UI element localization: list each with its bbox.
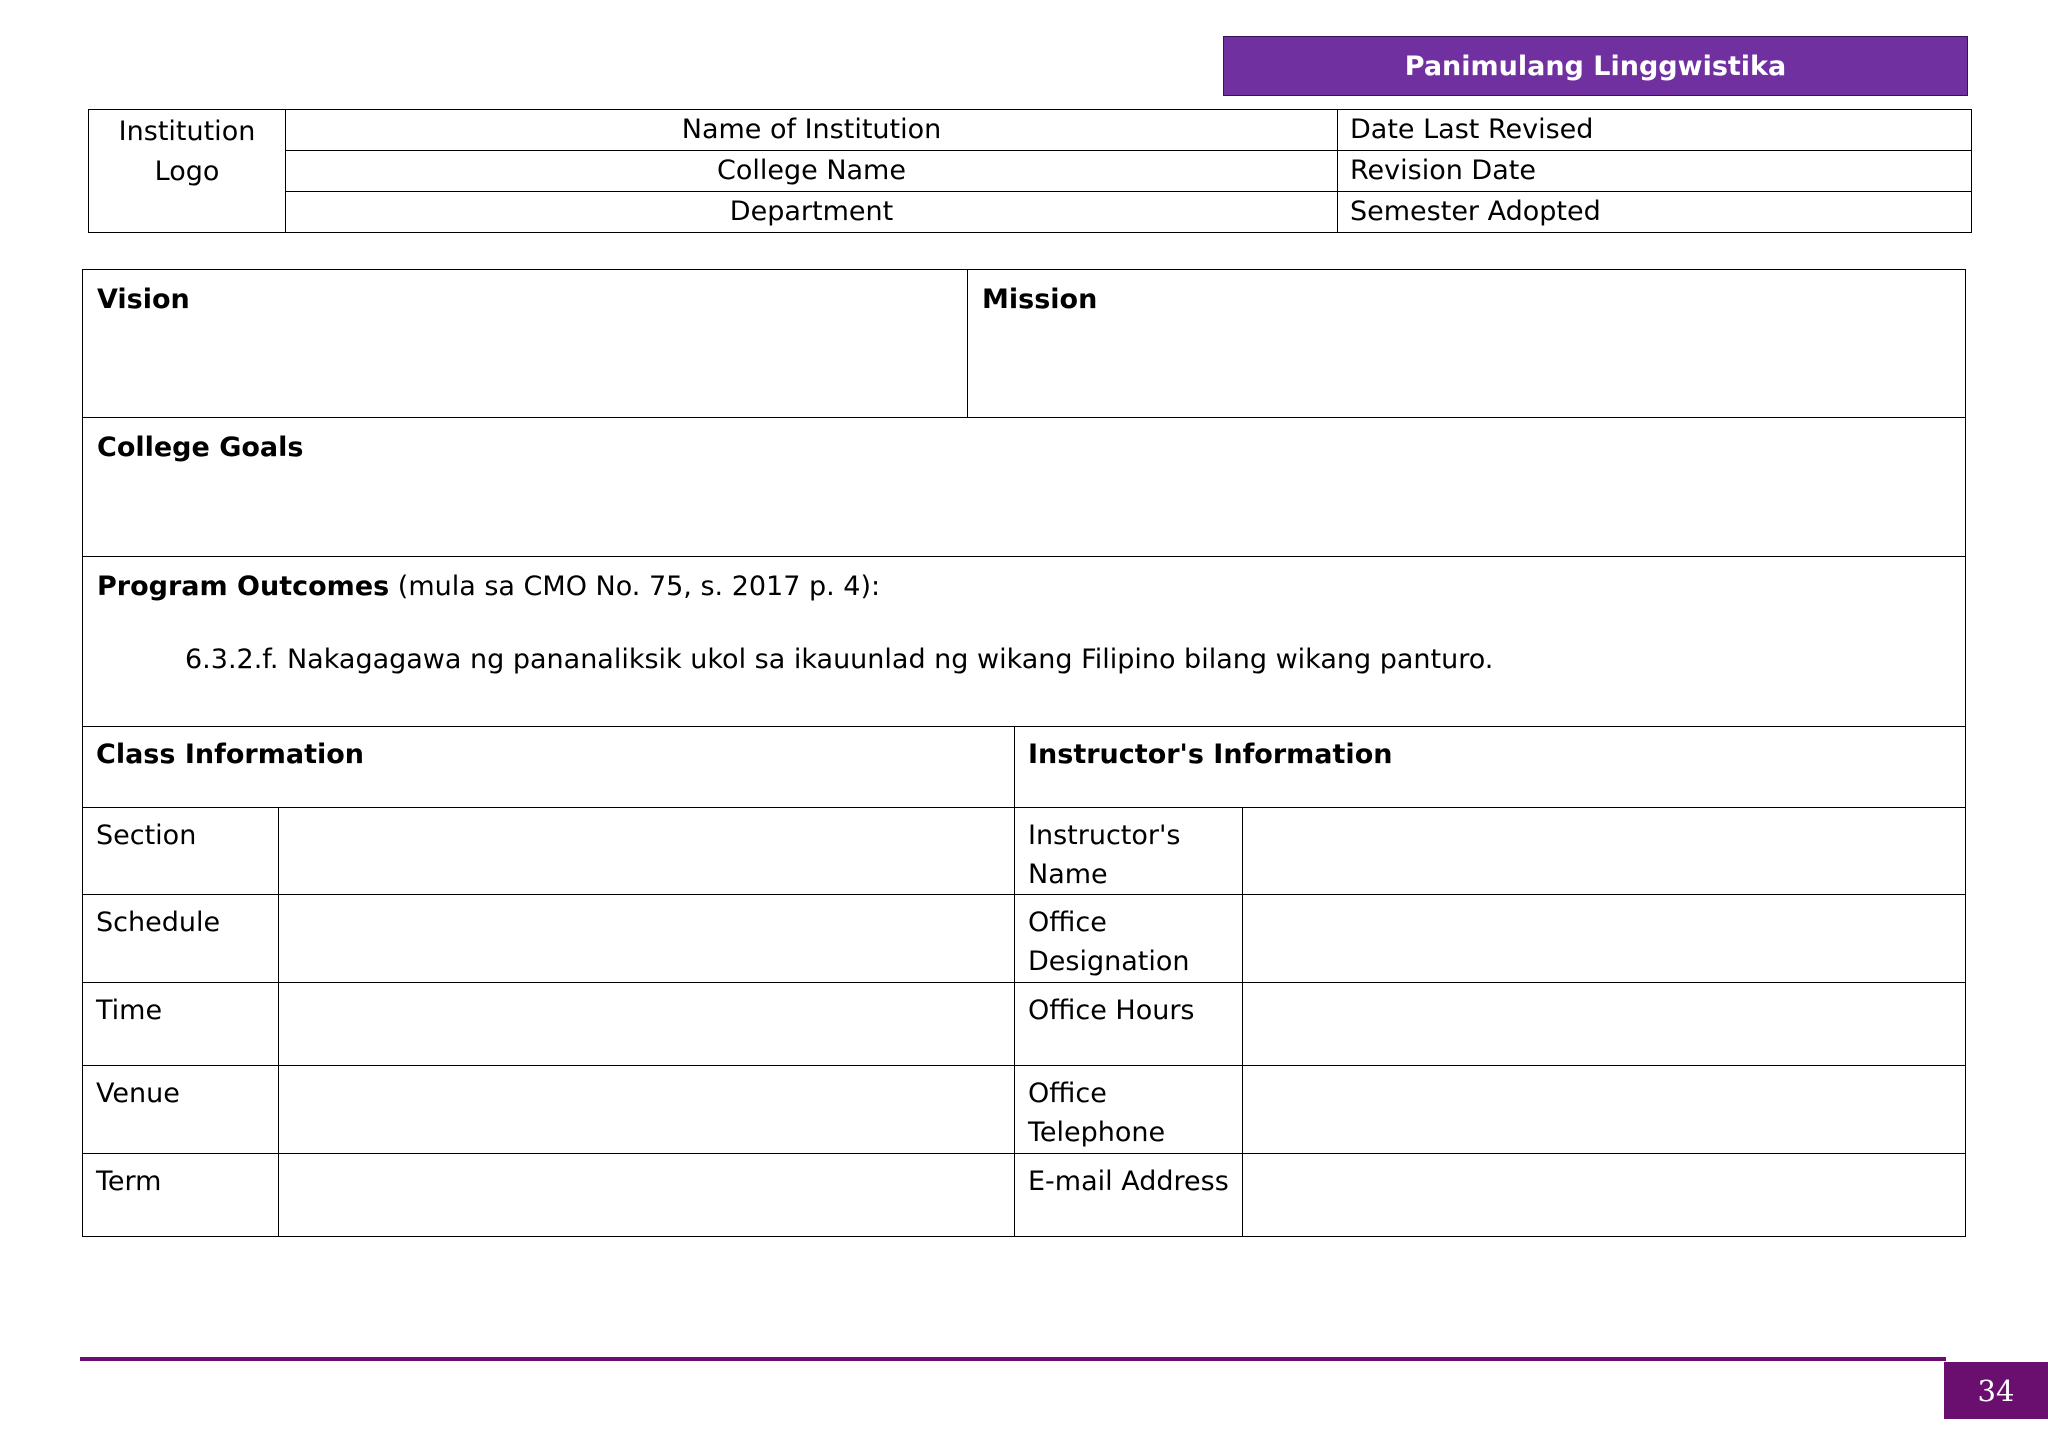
office-hours-value-field[interactable]	[1243, 983, 1966, 1066]
schedule-value-field[interactable]	[279, 895, 1015, 983]
department-cell: Department	[286, 192, 1338, 233]
class-instructor-info-table	[82, 726, 1966, 1237]
institution-name-cell: Name of Institution	[286, 110, 1338, 151]
email-address-label: E-mail Address	[1015, 1154, 1243, 1237]
page-number: 34	[1977, 1373, 2015, 1408]
semester-adopted-cell: Semester Adopted	[1338, 192, 1972, 233]
college-name-cell: College Name	[286, 151, 1338, 192]
mission-heading: Mission	[982, 284, 1098, 315]
vision-cell	[83, 270, 968, 418]
college-goals-heading: College Goals	[97, 432, 304, 463]
term-label: Term	[83, 1154, 279, 1237]
institution-header-table	[88, 109, 1972, 233]
instructor-information-heading: Instructor's Information	[1015, 727, 1966, 808]
vision-mission-table	[82, 269, 1966, 727]
page-number-box	[1944, 1362, 2048, 1419]
term-value-field[interactable]	[279, 1154, 1015, 1237]
class-information-heading: Class Information	[83, 727, 1015, 808]
program-outcomes-source: (mula sa CMO No. 75, s. 2017 p. 4):	[389, 571, 881, 602]
program-outcomes-heading: Program Outcomes	[97, 571, 390, 602]
program-outcome-item: 6.3.2.f. Nakagagawa ng pananaliksik ukol sa ikauunlad ng wikang Filipino bilang wikang panturo.	[185, 644, 1494, 675]
venue-label: Venue	[83, 1066, 279, 1154]
office-telephone-value-field[interactable]	[1243, 1066, 1966, 1154]
section-label: Section	[83, 808, 279, 895]
email-address-value-field[interactable]	[1243, 1154, 1966, 1237]
footer-rule	[80, 1357, 1946, 1361]
college-goals-cell	[83, 418, 1966, 557]
mission-cell	[968, 270, 1966, 418]
date-last-revised-cell: Date Last Revised	[1338, 110, 1972, 151]
section-value-field[interactable]	[279, 808, 1015, 895]
instructor-name-label: Instructor's Name	[1015, 808, 1243, 895]
venue-value-field[interactable]	[279, 1066, 1015, 1154]
office-designation-value-field[interactable]	[1243, 895, 1966, 983]
institution-logo-placeholder: Institution Logo	[89, 110, 286, 233]
program-outcomes-cell	[83, 557, 1966, 727]
time-label: Time	[83, 983, 279, 1066]
office-designation-label: Office Designation	[1015, 895, 1243, 983]
office-telephone-label: Office Telephone	[1015, 1066, 1243, 1154]
time-value-field[interactable]	[279, 983, 1015, 1066]
schedule-label: Schedule	[83, 895, 279, 983]
office-hours-label: Office Hours	[1015, 983, 1243, 1066]
vision-heading: Vision	[97, 284, 190, 315]
revision-date-cell: Revision Date	[1338, 151, 1972, 192]
instructor-name-value-field[interactable]	[1243, 808, 1966, 895]
document-title-banner	[1223, 36, 1968, 96]
document-title: Panimulang Linggwistika	[1404, 50, 1787, 82]
